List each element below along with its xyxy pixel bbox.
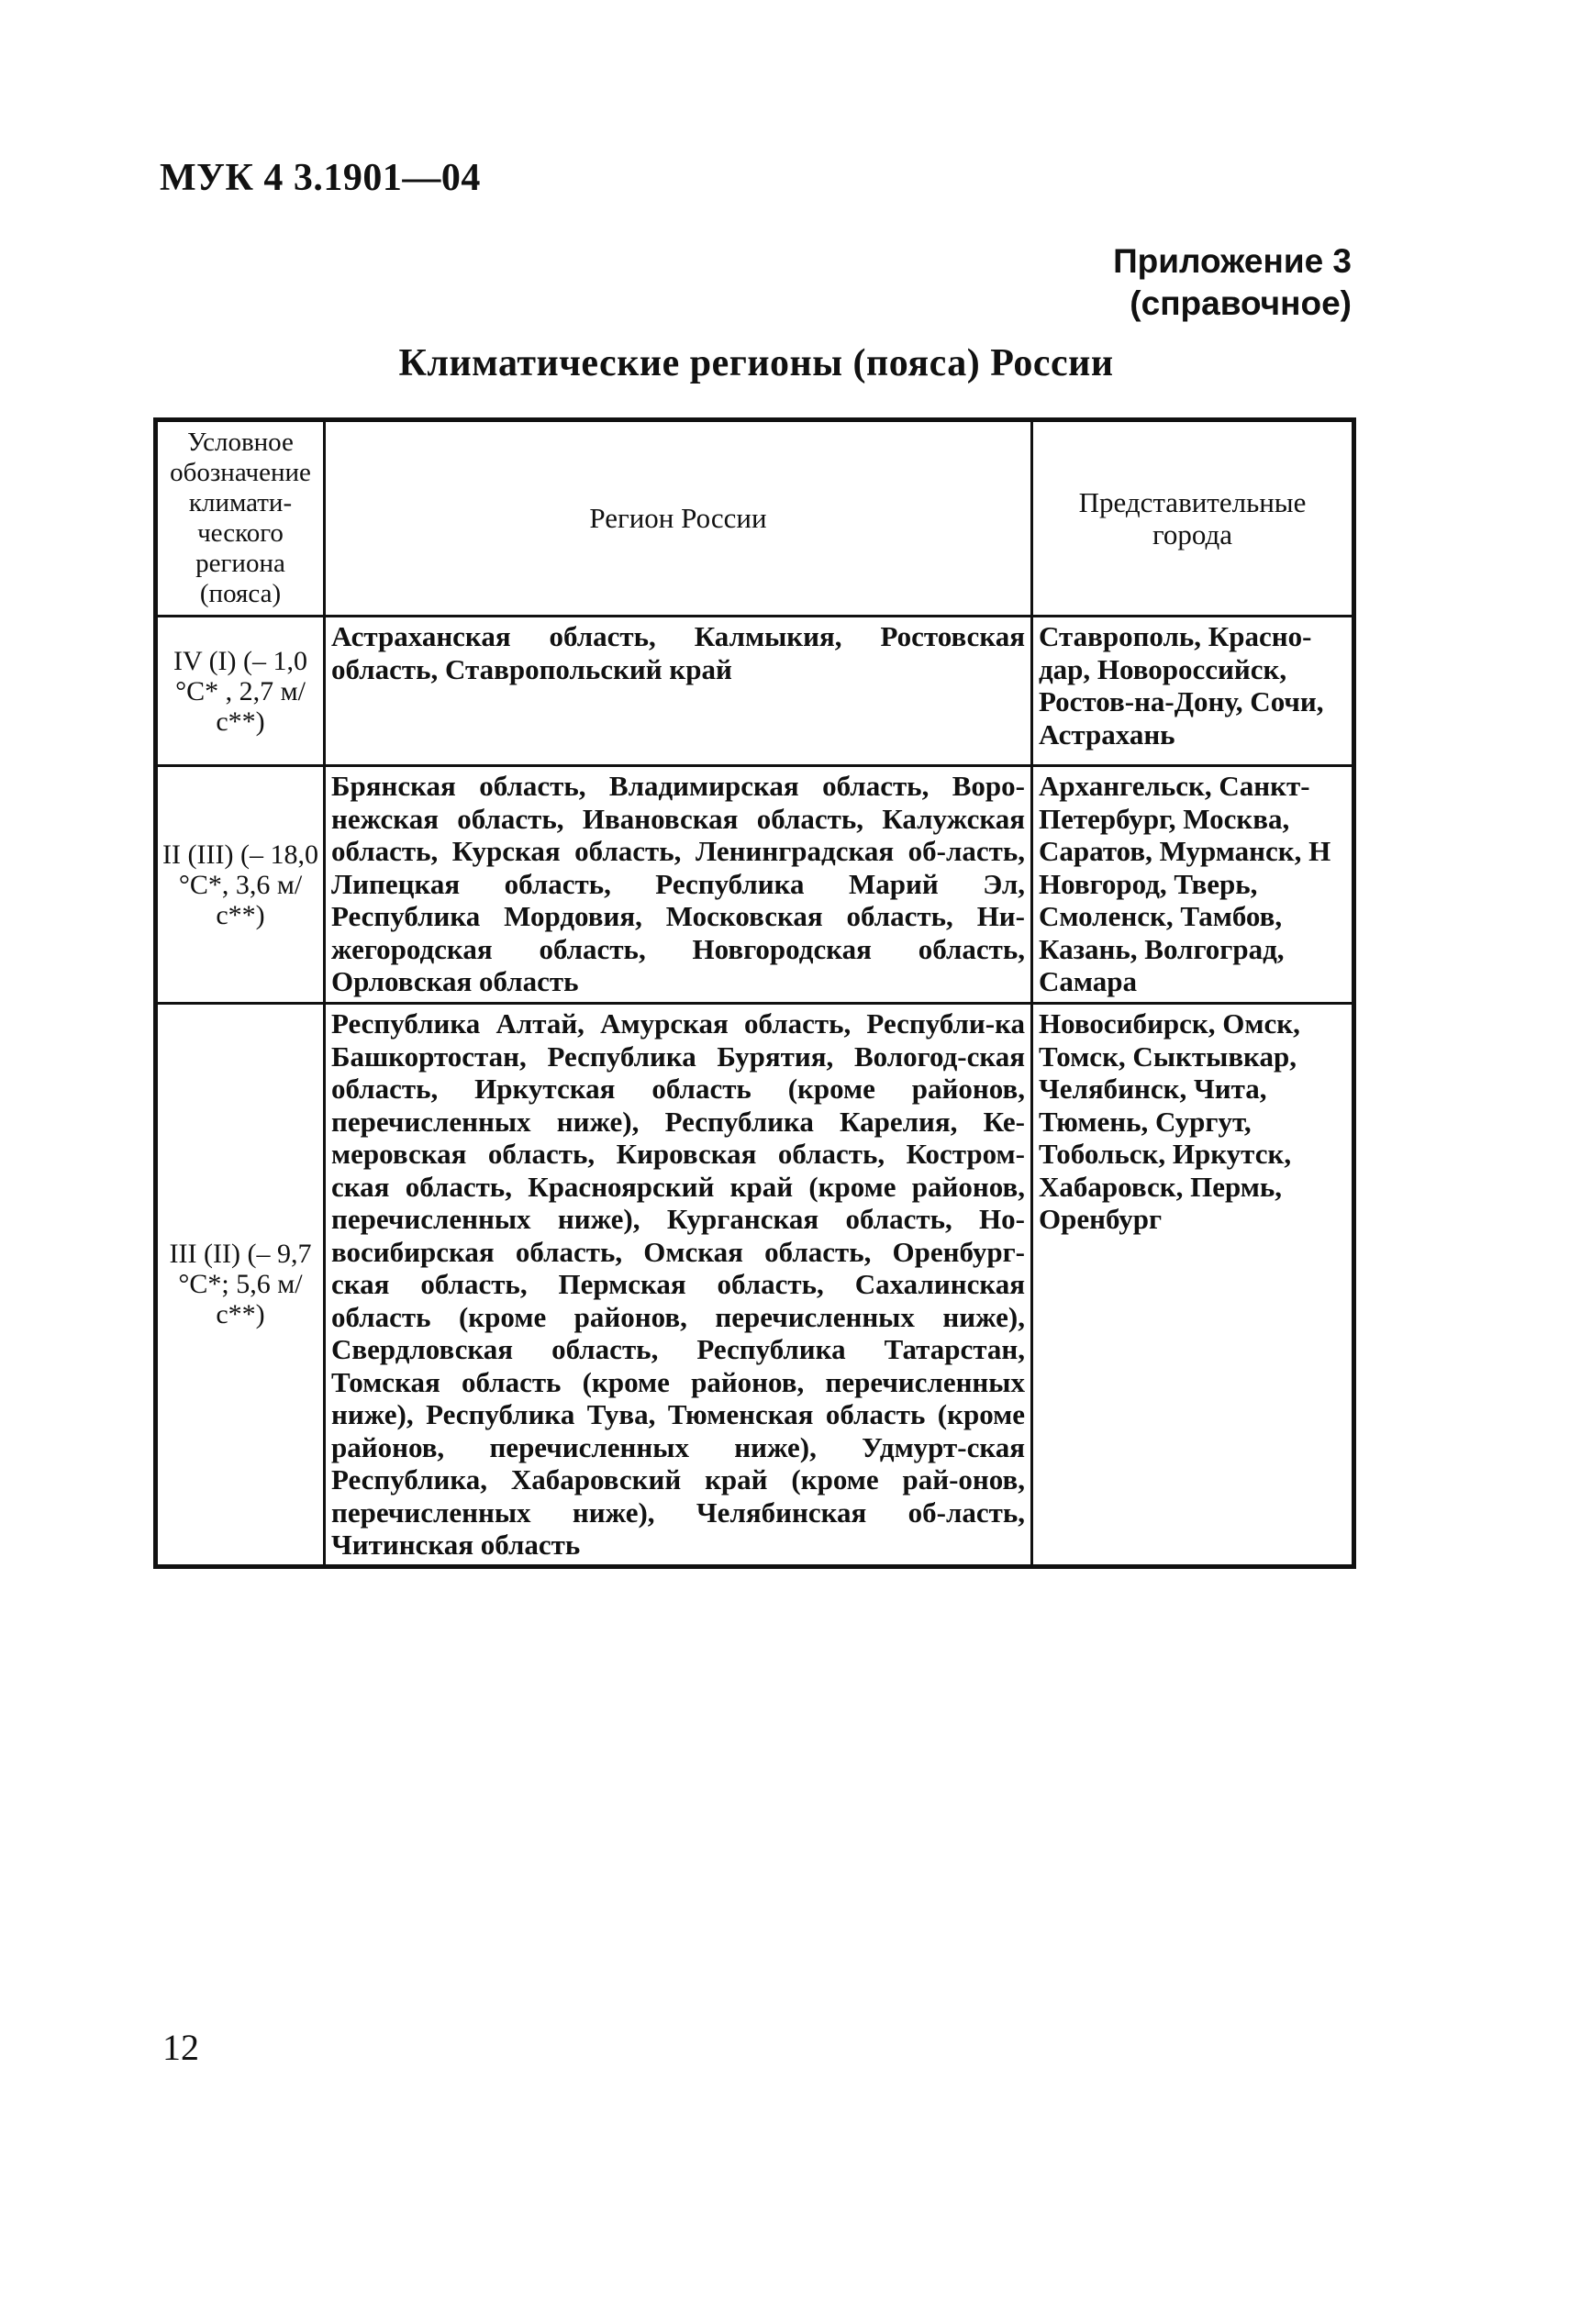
appendix-number: Приложение 3	[1113, 242, 1352, 280]
cities-cell: Новосибирск, Омск, Томск, Сыктывкар, Челябинск, Чита, Тюмень, Сургут, Тобольск, Иркутск, Хабаровск, Пермь, Оренбург	[1032, 1004, 1354, 1567]
table-title: Климатические регионы (пояса) России	[398, 342, 1114, 384]
appendix-label	[1113, 240, 1352, 325]
appendix-type: (справочное)	[1130, 284, 1352, 322]
region-cell: Астраханская область, Калмыкия, Ростовская область, Ставропольский край	[325, 617, 1032, 766]
climate-code-cell: III (II) (– 9,7 °С*; 5,6 м/с**)	[156, 1004, 325, 1567]
cities-cell: Архангельск, Санкт-Петербург, Москва, Саратов, Мурманск, Н Новгород, Тверь, Смоленск, Тамбов, Казань, Волгоград, Самара	[1032, 766, 1354, 1004]
header-climate-code: Условное обозначение климати-ческого региона (пояса)	[156, 420, 325, 617]
page-number: 12	[162, 2027, 199, 2068]
table-row	[156, 766, 1354, 1004]
region-cell: Брянская область, Владимирская область, Воро-нежская область, Ивановская область, Калужская область, Курская область, Ленинградская об-ласть, Липецкая область, Республика Марий Эл, Республика Мордовия, Московская область, Ни-жегородская область, Новгородская область, Орловская область	[325, 766, 1032, 1004]
climate-regions-table	[153, 417, 1356, 1569]
table-row	[156, 617, 1354, 766]
header-region: Регион России	[325, 420, 1032, 617]
document-code: МУК 4 3.1901—04	[160, 157, 481, 199]
header-cities: Представительные города	[1032, 420, 1354, 617]
climate-code-cell: II (III) (– 18,0 °С*, 3,6 м/с**)	[156, 766, 325, 1004]
table-row	[156, 1004, 1354, 1567]
region-cell: Республика Алтай, Амурская область, Республи-ка Башкортостан, Республика Бурятия, Вологод-ская область, Иркутская область (кроме районов, перечисленных ниже), Республика Карелия, Ке-меровская область, Кировская область, Костром-ская область, Красноярский край (кроме районов, перечисленных ниже), Курганская область, Но-восибирская область, Омская область, Оренбург-ская область, Пермская область, Сахалинская область (кроме районов, перечисленных ниже), Свердловская область, Республика Татарстан, Томская область (кроме районов, перечисленных ниже), Республика Тува, Тюменская область (кроме районов, перечисленных ниже), Удмурт-ская Республика, Хабаровский край (кроме рай-онов, перечисленных ниже), Челябинская об-ласть, Читинская область	[325, 1004, 1032, 1567]
table-header-row	[156, 420, 1354, 617]
climate-code-cell: IV (I) (– 1,0 °С* , 2,7 м/с**)	[156, 617, 325, 766]
cities-cell: Ставрополь, Красно-дар, Новороссийск, Ростов-на-Дону, Сочи, Астрахань	[1032, 617, 1354, 766]
